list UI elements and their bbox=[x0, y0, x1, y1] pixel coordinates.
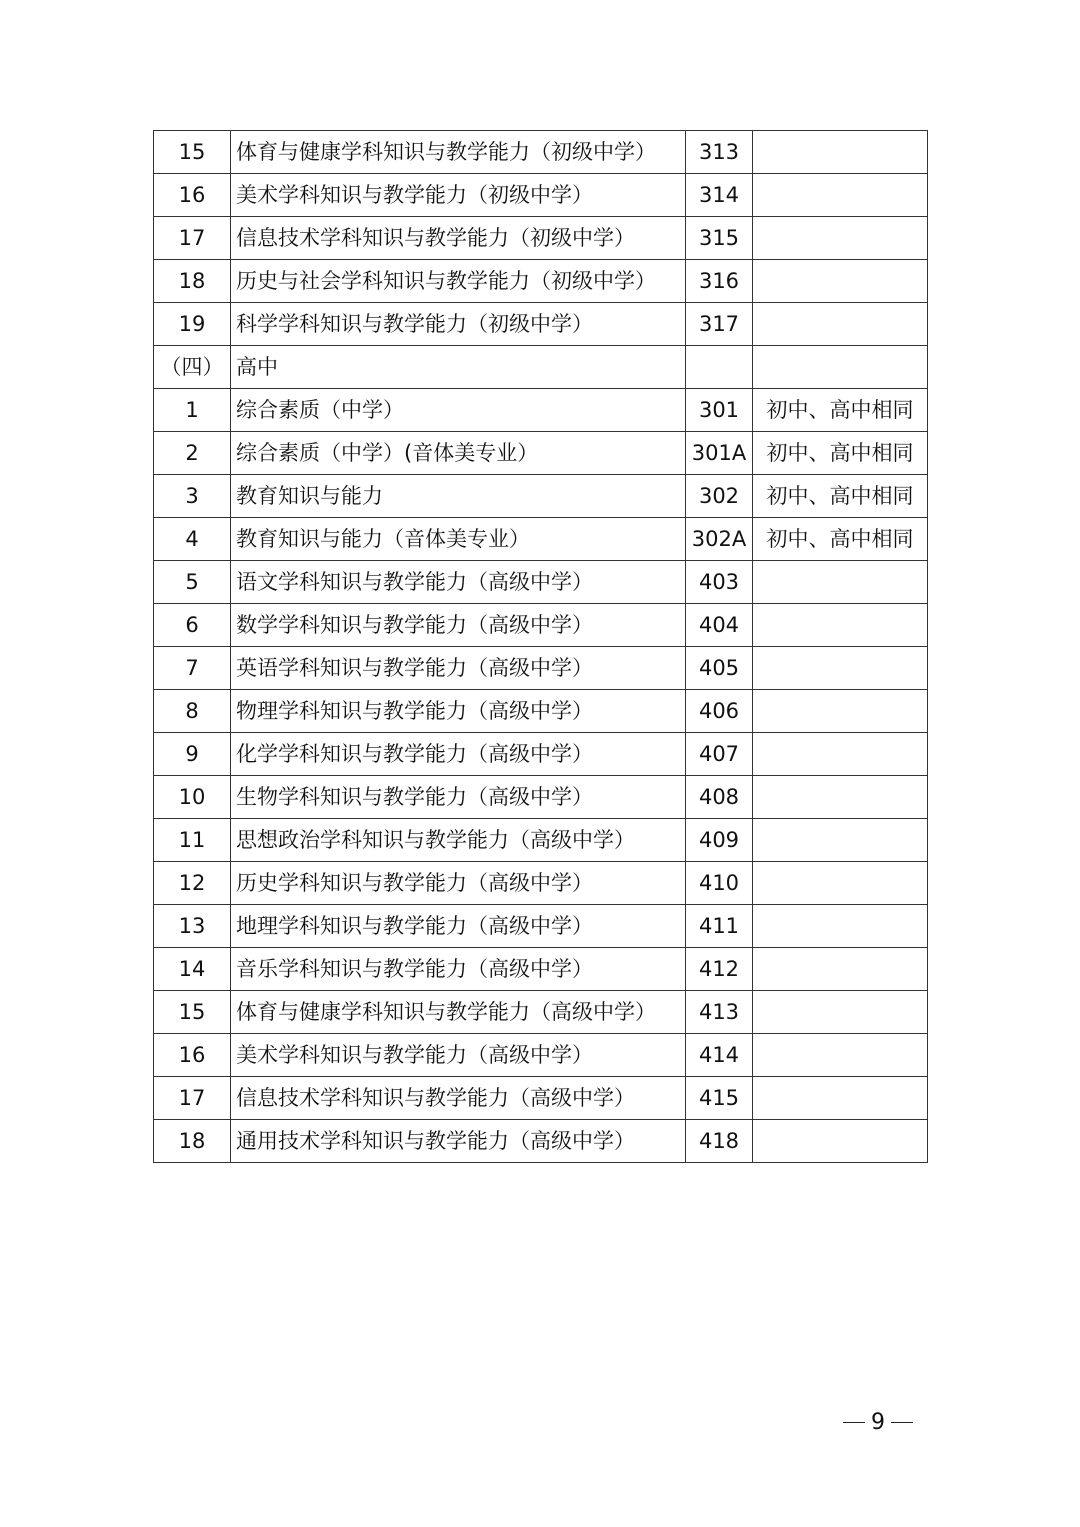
subject-code-cell: 412 bbox=[686, 948, 753, 991]
page-number-value: 9 bbox=[871, 1409, 885, 1435]
subject-code-cell: 313 bbox=[686, 131, 753, 174]
remark-cell bbox=[753, 690, 928, 733]
table-row bbox=[154, 991, 928, 1034]
subject-name-cell: 综合素质（中学）(音体美专业） bbox=[231, 432, 686, 475]
remark-cell bbox=[753, 1120, 928, 1163]
remark-cell bbox=[753, 733, 928, 776]
table-row bbox=[154, 561, 928, 604]
subject-code-cell: 315 bbox=[686, 217, 753, 260]
row-index-cell: 2 bbox=[154, 432, 231, 475]
row-index-cell: 8 bbox=[154, 690, 231, 733]
table-row bbox=[154, 389, 928, 432]
row-index-cell: 3 bbox=[154, 475, 231, 518]
page-dash-left bbox=[843, 1422, 865, 1423]
table-row bbox=[154, 346, 928, 389]
subject-code-cell: 411 bbox=[686, 905, 753, 948]
subject-code-cell: 418 bbox=[686, 1120, 753, 1163]
remark-cell bbox=[753, 303, 928, 346]
subject-code-cell: 407 bbox=[686, 733, 753, 776]
row-index-cell: 6 bbox=[154, 604, 231, 647]
table-row bbox=[154, 432, 928, 475]
remark-cell bbox=[753, 174, 928, 217]
page-dash-right bbox=[891, 1422, 913, 1423]
subject-code-cell: 409 bbox=[686, 819, 753, 862]
subject-name-cell: 语文学科知识与教学能力（高级中学） bbox=[231, 561, 686, 604]
subject-name-cell: 通用技术学科知识与教学能力（高级中学） bbox=[231, 1120, 686, 1163]
subject-code-cell: 413 bbox=[686, 991, 753, 1034]
remark-cell bbox=[753, 604, 928, 647]
subject-name-cell: 信息技术学科知识与教学能力（高级中学） bbox=[231, 1077, 686, 1120]
subject-code-cell: 317 bbox=[686, 303, 753, 346]
table-row bbox=[154, 1034, 928, 1077]
subject-name-cell: 历史学科知识与教学能力（高级中学） bbox=[231, 862, 686, 905]
subject-name-cell: 地理学科知识与教学能力（高级中学） bbox=[231, 905, 686, 948]
subject-name-cell: 音乐学科知识与教学能力（高级中学） bbox=[231, 948, 686, 991]
subject-name-cell: 生物学科知识与教学能力（高级中学） bbox=[231, 776, 686, 819]
remark-cell: 初中、高中相同 bbox=[753, 389, 928, 432]
row-index-cell: 15 bbox=[154, 131, 231, 174]
row-index-cell: 4 bbox=[154, 518, 231, 561]
row-index-cell: 7 bbox=[154, 647, 231, 690]
subject-code-cell: 301 bbox=[686, 389, 753, 432]
subject-name-cell: 体育与健康学科知识与教学能力（初级中学） bbox=[231, 131, 686, 174]
row-index-cell: 19 bbox=[154, 303, 231, 346]
subject-code-cell: 410 bbox=[686, 862, 753, 905]
subject-name-cell: 教育知识与能力 bbox=[231, 475, 686, 518]
table-row bbox=[154, 1120, 928, 1163]
subject-code-cell: 415 bbox=[686, 1077, 753, 1120]
subject-name-cell: 综合素质（中学） bbox=[231, 389, 686, 432]
row-index-cell: 10 bbox=[154, 776, 231, 819]
table-row bbox=[154, 303, 928, 346]
subject-name-cell: 化学学科知识与教学能力（高级中学） bbox=[231, 733, 686, 776]
row-index-cell: （四） bbox=[154, 346, 231, 389]
remark-cell bbox=[753, 819, 928, 862]
table-row bbox=[154, 733, 928, 776]
subject-code-cell: 414 bbox=[686, 1034, 753, 1077]
subject-code-cell: 314 bbox=[686, 174, 753, 217]
table-row bbox=[154, 1077, 928, 1120]
row-index-cell: 15 bbox=[154, 991, 231, 1034]
subject-code-cell: 316 bbox=[686, 260, 753, 303]
table-row bbox=[154, 131, 928, 174]
table-row bbox=[154, 604, 928, 647]
row-index-cell: 16 bbox=[154, 174, 231, 217]
table-row bbox=[154, 819, 928, 862]
subject-code-cell: 302 bbox=[686, 475, 753, 518]
subject-name-cell: 历史与社会学科知识与教学能力（初级中学） bbox=[231, 260, 686, 303]
remark-cell bbox=[753, 1077, 928, 1120]
table-row bbox=[154, 862, 928, 905]
row-index-cell: 14 bbox=[154, 948, 231, 991]
subject-code-cell: 406 bbox=[686, 690, 753, 733]
page-number bbox=[838, 1406, 918, 1438]
subject-code-cell bbox=[686, 346, 753, 389]
table-row bbox=[154, 776, 928, 819]
table-row bbox=[154, 518, 928, 561]
subject-code-cell: 404 bbox=[686, 604, 753, 647]
row-index-cell: 16 bbox=[154, 1034, 231, 1077]
table-row bbox=[154, 647, 928, 690]
subject-code-cell: 403 bbox=[686, 561, 753, 604]
subject-name-cell: 体育与健康学科知识与教学能力（高级中学） bbox=[231, 991, 686, 1034]
remark-cell: 初中、高中相同 bbox=[753, 432, 928, 475]
row-index-cell: 1 bbox=[154, 389, 231, 432]
remark-cell bbox=[753, 991, 928, 1034]
table-row bbox=[154, 174, 928, 217]
subject-code-cell: 301A bbox=[686, 432, 753, 475]
row-index-cell: 18 bbox=[154, 260, 231, 303]
remark-cell: 初中、高中相同 bbox=[753, 518, 928, 561]
table-row bbox=[154, 905, 928, 948]
remark-cell bbox=[753, 260, 928, 303]
row-index-cell: 5 bbox=[154, 561, 231, 604]
subject-name-cell: 教育知识与能力（音体美专业） bbox=[231, 518, 686, 561]
row-index-cell: 11 bbox=[154, 819, 231, 862]
remark-cell bbox=[753, 647, 928, 690]
row-index-cell: 17 bbox=[154, 1077, 231, 1120]
subject-name-cell: 科学学科知识与教学能力（初级中学） bbox=[231, 303, 686, 346]
subject-name-cell: 高中 bbox=[231, 346, 686, 389]
table-body bbox=[154, 131, 928, 1163]
subject-name-cell: 思想政治学科知识与教学能力（高级中学） bbox=[231, 819, 686, 862]
row-index-cell: 13 bbox=[154, 905, 231, 948]
row-index-cell: 18 bbox=[154, 1120, 231, 1163]
subject-name-cell: 美术学科知识与教学能力（初级中学） bbox=[231, 174, 686, 217]
row-index-cell: 12 bbox=[154, 862, 231, 905]
table-row bbox=[154, 217, 928, 260]
subject-name-cell: 物理学科知识与教学能力（高级中学） bbox=[231, 690, 686, 733]
remark-cell bbox=[753, 948, 928, 991]
remark-cell bbox=[753, 1034, 928, 1077]
remark-cell bbox=[753, 862, 928, 905]
remark-cell bbox=[753, 217, 928, 260]
subject-name-cell: 美术学科知识与教学能力（高级中学） bbox=[231, 1034, 686, 1077]
remark-cell: 初中、高中相同 bbox=[753, 475, 928, 518]
remark-cell bbox=[753, 776, 928, 819]
remark-cell bbox=[753, 561, 928, 604]
row-index-cell: 17 bbox=[154, 217, 231, 260]
subject-name-cell: 数学学科知识与教学能力（高级中学） bbox=[231, 604, 686, 647]
table-row bbox=[154, 948, 928, 991]
remark-cell bbox=[753, 346, 928, 389]
remark-cell bbox=[753, 905, 928, 948]
subject-name-cell: 信息技术学科知识与教学能力（初级中学） bbox=[231, 217, 686, 260]
table-row bbox=[154, 690, 928, 733]
subject-name-cell: 英语学科知识与教学能力（高级中学） bbox=[231, 647, 686, 690]
remark-cell bbox=[753, 131, 928, 174]
row-index-cell: 9 bbox=[154, 733, 231, 776]
subject-code-cell: 302A bbox=[686, 518, 753, 561]
exam-subject-table bbox=[153, 130, 928, 1163]
subject-code-cell: 408 bbox=[686, 776, 753, 819]
table-row bbox=[154, 260, 928, 303]
table-row bbox=[154, 475, 928, 518]
subject-code-cell: 405 bbox=[686, 647, 753, 690]
